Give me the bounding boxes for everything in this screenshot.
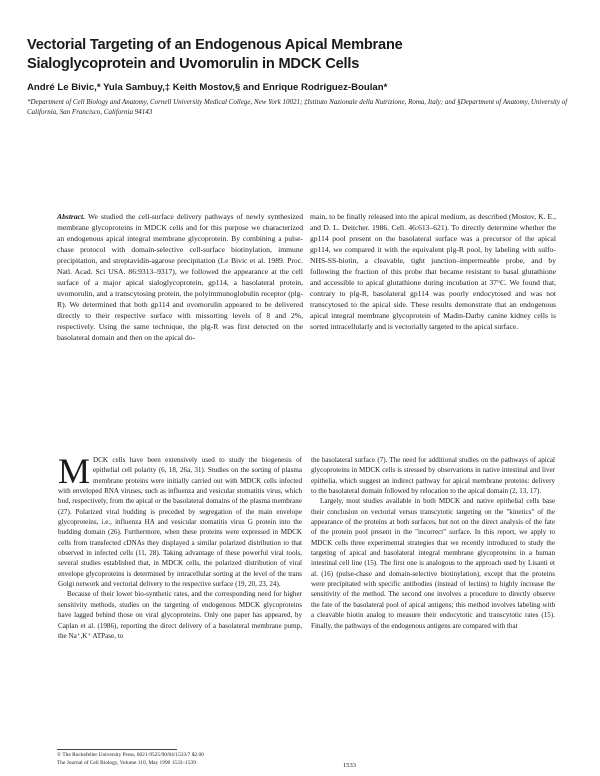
abstract-text-right: main, to be finally released into the apical medium, as described (Mostov, K. E., and D. L. Deitcher. 1986. Cell. 46:613–621). To directly determine whether the gp114 pool present on the basolateral surface was a precursor of the apical gp114, we compared it with the equivalent plg-R pool, by labeling with sulfo-NHS-SS-biotin, a cleavable, tight junction–impermeable probe, and by following the fraction of this probe that became resistant to basal glutathione and accessible to apical glutathione during incubation at 37°C. We found that, contrary to plg-R, basolateral gp114 was poorly endocytosed and was not transcytosed to the apical side. These results demonstrate that an endogenous apical integral membrane glycoprotein of Madin-Darby canine kidney cells is sorted intracellularly and is vectorially targeted to the apical surface. — [310, 212, 556, 331]
abstract-right-column — [310, 211, 556, 332]
intro-paragraph-1 — [58, 451, 302, 589]
title-line-2: Sialoglycoprotein and Uvomorulin in MDCK Cells — [27, 56, 360, 72]
page-number: 1533 — [343, 762, 356, 769]
abstract-left-column — [57, 211, 303, 343]
article-title — [27, 36, 567, 74]
intro-paragraph-2: Because of their lower bio-synthetic rates, and the corresponding need for higher sensitivity methods, studies on the targeting of endogenous MDCK glycoproteins have lagged behind those on viral glycoproteins. Only one paper has appeared, by Caplan et al. (1986), reporting the direct delivery of a basolateral membrane pump, the Na⁺,K⁺ ATPase, to — [58, 590, 302, 640]
journal-citation-line: The Journal of Cell Biology, Volume 110, May 1990 1533–1539 — [57, 759, 196, 766]
copyright-line: © The Rockefeller University Press, 0021-9525/90/04/1533/7 $2.00 — [57, 752, 204, 758]
drop-cap: M — [58, 451, 91, 491]
intro-paragraph-3: the basolateral surface (7). The need for additional studies on the pathways of apical glycoproteins in MDCK cells is stressed by observations in native intestinal and liver epithelia, which suggest an indirect pathway for apical membrane proteins: delivery to the basolateral domain followed by relocation to the apical domain (2, 13, 17). — [311, 456, 555, 496]
author-affiliations: *Department of Cell Biology and Anatomy, Cornell University Medical College, New York 10021; ‡Istituto Nazionale della Nutrizione, Roma, Italy; and §Department of Anatomy, University of California, San Francisco, California 94143 — [27, 98, 568, 116]
body-right-column — [311, 455, 555, 631]
intro-paragraph-4: Largely, most studies available in both MDCK and native epithelial cells base their conclusion on vectorial versus transcytotic targeting on the "kinetics" of the appearance of the proteins at both surfaces, but not on the direct analysis of the fate of the protein pool present in the "incorrect" surface. In this report, we apply to MDCK cells three experimental strategies that we recently introduced to study the targeting of apical and basolateral integral membrane glycoproteins in a human intestinal cell line (15). The first one is analogous to the approach used by Lisanti et al. (16) (pulse-chase and domain-selective biotinylation), except that the proteins were precipitated with specific antibodies (instead of lectins) to highly increase the sensitivity of the method. The second one involves a procedure to directly observe the fate of the basolateral pool of apical antigens; this method involves labeling with a cleavable biotin analog to measure their endocytotic and transcytotic rates (15). Finally, the pathways of the endogenous antigens are compared with that — [311, 497, 555, 630]
author-list: André Le Bivic,* Yula Sambuy,‡ Keith Mostov,§ and Enrique Rodriguez-Boulan* — [27, 82, 388, 93]
intro-paragraph-1-text: DCK cells have been extensively used to study the biogenesis of epithelial cell polarity (6, 18, 26a, 31). Studies on the sorting of plasma membrane proteins were initially carried out with MDCK cells infected with enveloped RNA viruses, such as influenza and vesicular stomatitis virus, which bud, respectively, from the apical or the basolateral domains of the plasma membrane (27). Polarized viral budding is preceded by segregation of the main envelope glycoproteins, i.e., influenza HA and vesicular stomatitis virus G protein into the budding domain (26). Furthermore, when these proteins were expressed in MDCK cells from transfected cDNAs they displayed a similar polarized distribution to that observed in infected cells (11, 28). Taking advantage of these powerful viral tools, several studies established that, in MDCK cells, the polarized distribution of viral envelope glycoproteins is determined by intracellular sorting at the level of the trans Golgi network and vectorial delivery to the respective surface (19, 20, 23, 24). — [58, 456, 302, 589]
abstract-label: Abstract. — [57, 212, 86, 221]
title-line-1: Vectorial Targeting of an Endogenous Apical Membrane — [27, 37, 403, 53]
body-left-column — [58, 451, 302, 641]
abstract-text-left: We studied the cell-surface delivery pathways of newly synthesized membrane glycoproteins in MDCK cells and for this purpose we characterized an endogenous apical integral membrane glycoprotein. By combining a pulse-chase protocol with domain-selective cell-surface biotinylation, immune precipitation, and streptavidin-agarose precipitation (Le Bivic et al. 1989. Proc. Natl. Acad. Sci USA. 86:9313–9317), we followed the appearance at the cell surface of a major apical sialoglycoprotein, gp114, a basolateral protein, uvomorulin, and a transcytosing protein, the polyimmunoglobulin receptor (plg-R). We determined that both gp114 and uvomorulin appeared to be delivered directly to their respective surface with missorting levels of 8 and 2%, respectively. Using the same technique, the plg-R was first detected on the basolateral domain and then on the apical do- — [57, 212, 303, 342]
copyright-footer — [57, 752, 357, 767]
footer-divider — [57, 749, 177, 750]
